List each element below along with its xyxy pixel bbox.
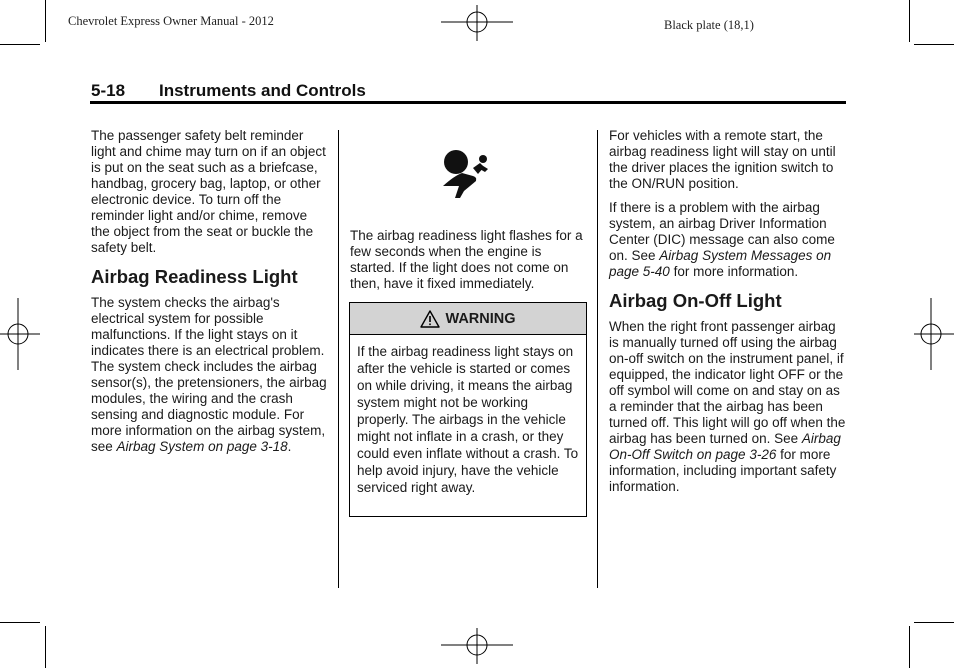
crop-mark (914, 622, 954, 623)
on-off-paragraph (609, 319, 846, 495)
on-off-text-end: for more information, including important safety information. (609, 447, 837, 494)
cross-reference-link[interactable]: Airbag System Messages on page 5-40 (609, 248, 832, 279)
warning-text: If the airbag readiness light stays on after the vehicle is started or comes on while driving, it means the airbag system might not be working properly. The airbags in the vehicle might not inflate in a crash, or they could even inflate without a crash. To help avoid injury, have the vehicle serviced right away. (357, 344, 579, 495)
cross-reference-link[interactable]: Airbag System on page 3-18 (116, 439, 288, 454)
warning-box (349, 302, 587, 517)
warning-header (350, 303, 586, 335)
column-left (91, 128, 327, 463)
section-title: Instruments and Controls (159, 81, 366, 100)
on-off-text: When the right front passenger airbag is manually turned off using the airbag on-off switch on the instrument panel, if equipped, the indicator light OFF or the off symbol will come on and stay on as a reminder that the airbag has been turned off. This light will go off when the airbag has been turned on. See (609, 319, 846, 446)
section-heading: Airbag On-Off Light (609, 290, 782, 311)
registration-mark-icon (0, 298, 40, 370)
body-text: The system checks the airbag's electrical system for possible malfunctions. If the light stays on it indicates there is an electrical problem. The system check includes the airbag sensor(s), the pretensioners, the airbag modules, the wiring and the crash sensing and diagnostic module. For more information on the airbag system, see (91, 295, 327, 454)
dic-text: If there is a problem with the airbag system, an airbag Driver Information Center (DIC) message can also come on. See (609, 200, 835, 263)
crop-mark (45, 0, 46, 42)
crop-mark (914, 44, 954, 45)
column-divider (338, 130, 339, 588)
running-header-left: Chevrolet Express Owner Manual - 2012 (68, 14, 274, 28)
intro-paragraph: The passenger safety belt reminder light and chime may turn on if an object is put on the seat such as a briefcase, handbag, grocery bag, laptop, or other electronic device. To turn off the reminder light and/or chime, remove the object from the seat or buckle the safety belt. (91, 128, 326, 255)
section-heading: Airbag Readiness Light (91, 266, 298, 287)
registration-mark-icon (441, 628, 513, 664)
warning-title: WARNING (445, 310, 516, 327)
crop-mark (909, 626, 910, 668)
page-number: 5-18 (91, 81, 126, 100)
column-divider (597, 130, 598, 588)
column-middle (350, 228, 586, 300)
registration-mark-icon (914, 298, 954, 370)
body-paragraph (91, 295, 327, 455)
dic-text-end: for more information. (669, 264, 799, 279)
cross-reference-link[interactable]: Airbag On-Off Switch on page 3-26 (609, 431, 841, 462)
crop-mark (0, 622, 40, 623)
crop-mark (45, 626, 46, 668)
crop-mark (909, 0, 910, 42)
body-text-end: . (287, 439, 292, 454)
running-header-right: Black plate (18,1) (664, 18, 754, 32)
registration-mark-icon (441, 5, 513, 41)
remote-start-paragraph: For vehicles with a remote start, the airbag readiness light will stay on until the driver places the ignition switch to the ON/RUN position. (609, 128, 836, 191)
airbag-readiness-icon (440, 146, 496, 202)
warning-triangle-icon (420, 310, 440, 328)
column-right (609, 128, 846, 503)
dic-paragraph (609, 200, 846, 280)
header-rule (90, 101, 846, 104)
crop-mark (0, 44, 40, 45)
readiness-paragraph: The airbag readiness light flashes for a few seconds when the engine is started. If the light does not come on then, have it fixed immediately. (350, 228, 583, 291)
